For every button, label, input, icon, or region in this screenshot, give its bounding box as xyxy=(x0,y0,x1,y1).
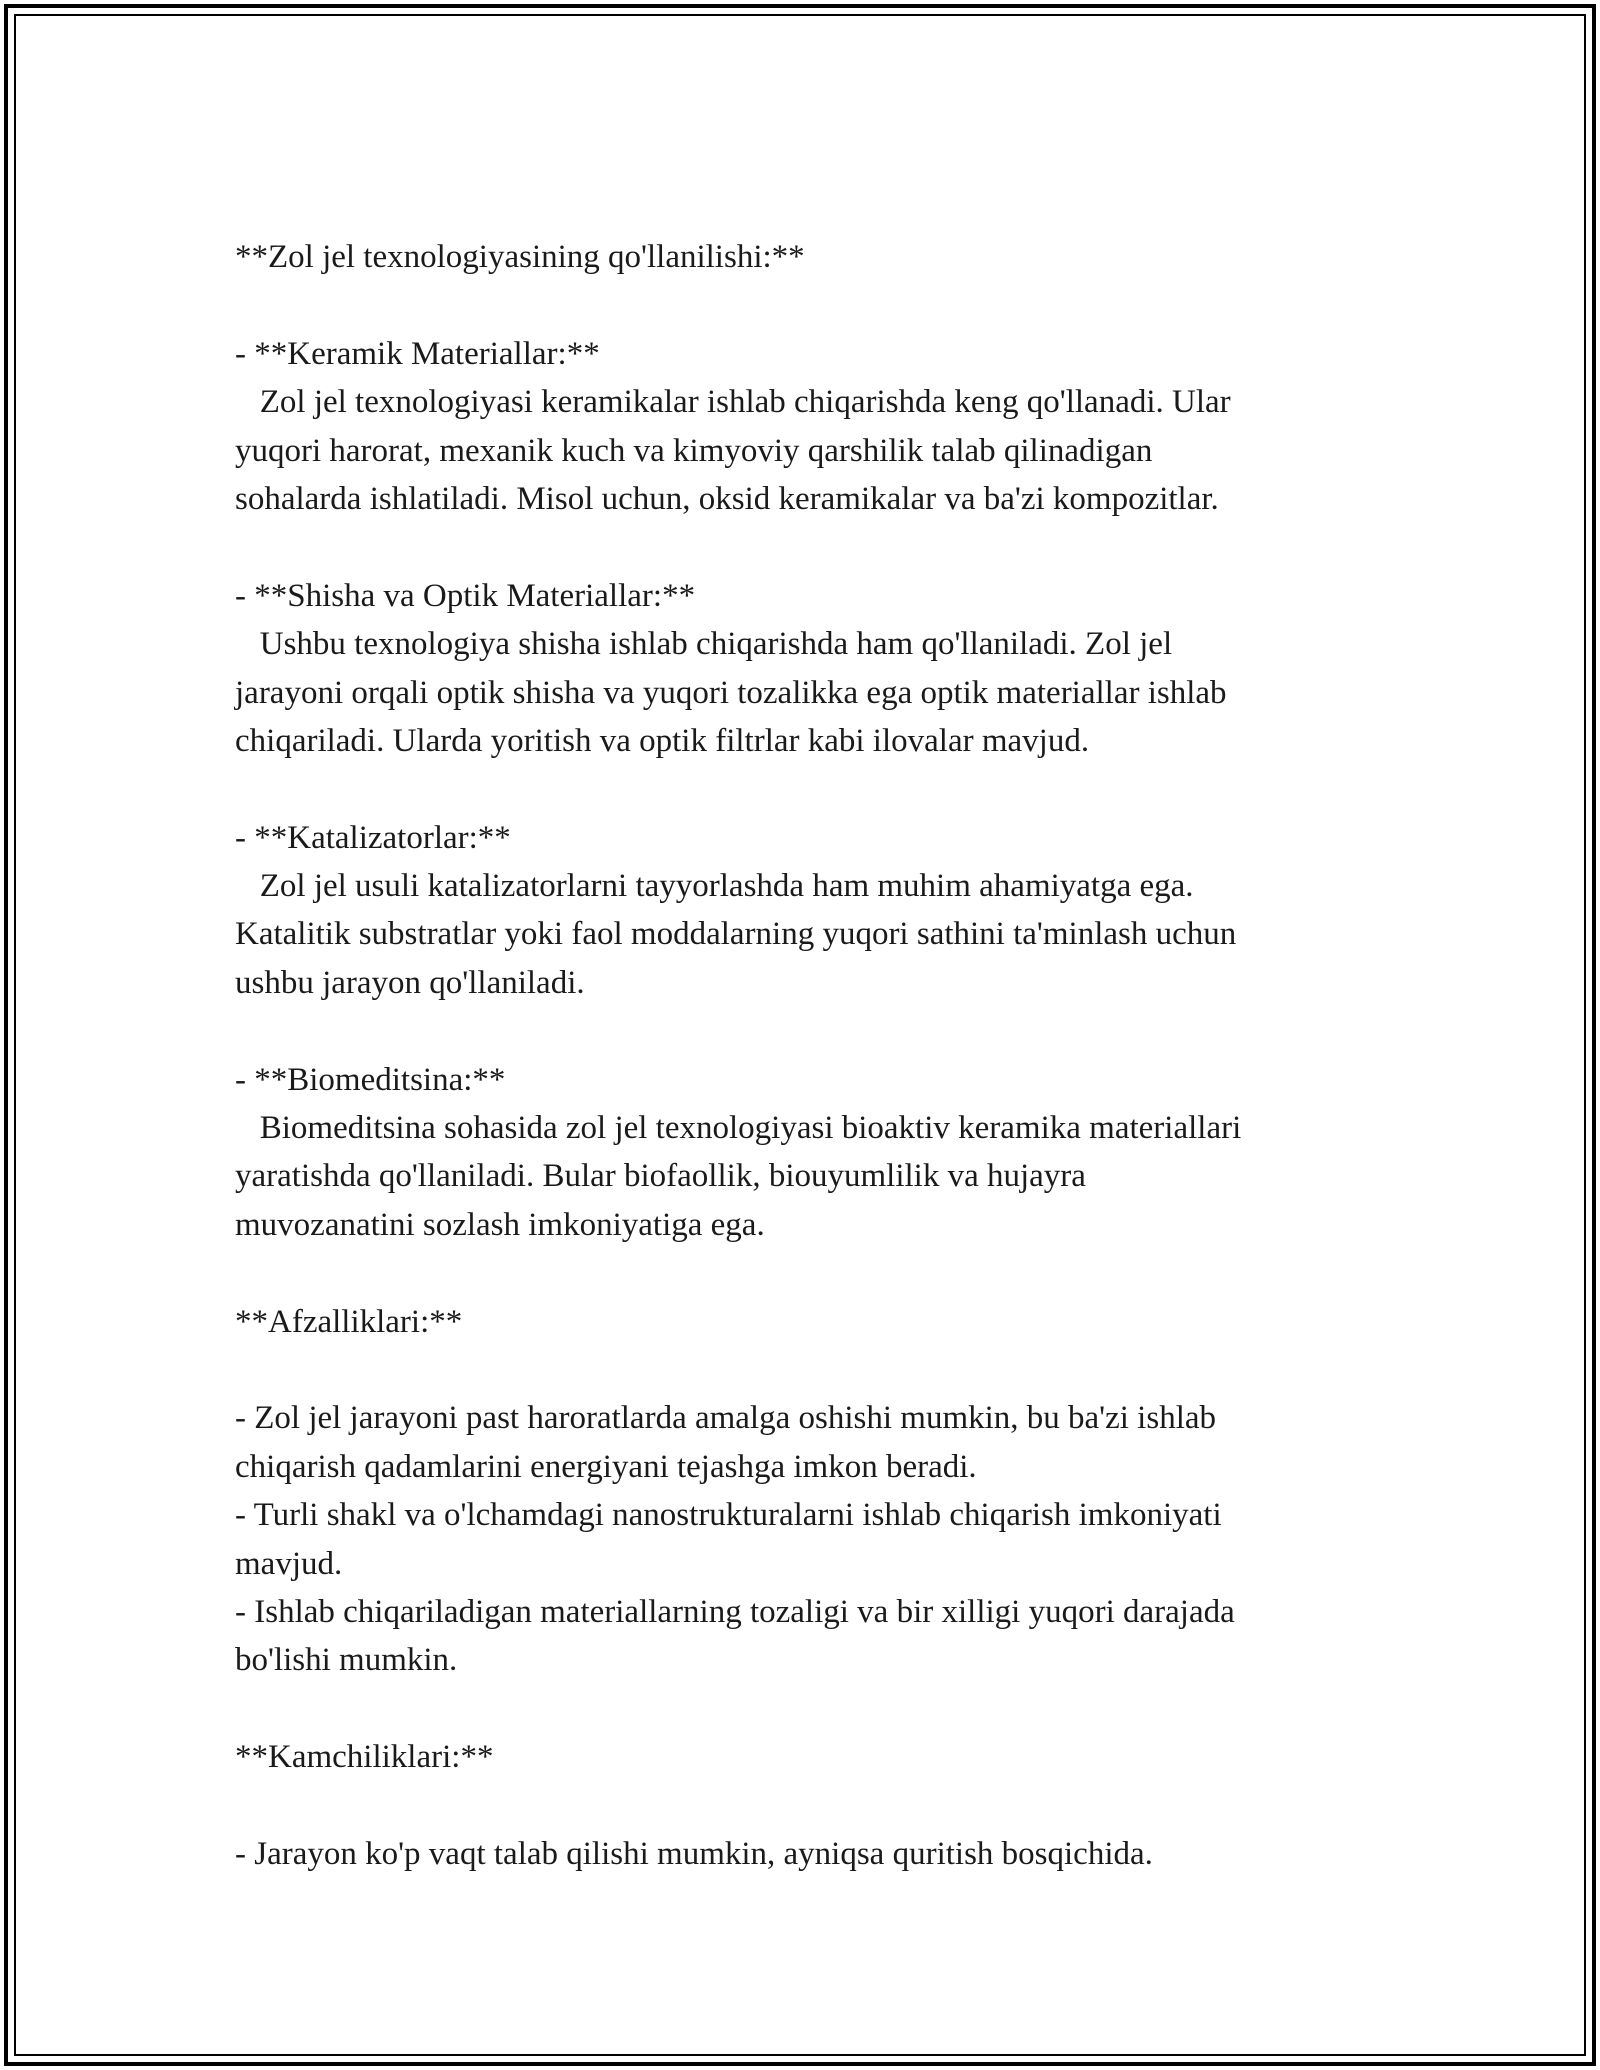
paragraph-line: yaratishda qo'llaniladi. Bular biofaollik, biouyumlilik va hujayra xyxy=(235,1158,1086,1195)
paragraph-line: Zol jel usuli katalizatorlarni tayyorlashda ham muhim ahamiyatga ega. xyxy=(235,868,1194,905)
paragraph-line: Ushbu texnologiya shisha ishlab chiqarishda ham qo'llaniladi. Zol jel xyxy=(235,626,1173,663)
advantages-line: - Zol jel jarayoni past haroratlarda amalga oshishi mumkin, bu ba'zi ishlab xyxy=(235,1400,1217,1437)
disadvantages-line: - Jarayon ko'p vaqt talab qilishi mumkin, ayniqsa quritish bosqichida. xyxy=(235,1835,1153,1872)
paragraph-line: chiqariladi. Ularda yoritish va optik filtrlar kabi ilovalar mavjud. xyxy=(235,722,1090,759)
paragraph-line: jarayoni orqali optik shisha va yuqori tozalikka ega optik materiallar ishlab xyxy=(235,674,1227,711)
section-title-glass-optics: - **Shisha va Optik Materiallar:** xyxy=(235,577,696,614)
advantages-heading: **Afzalliklari:** xyxy=(235,1303,463,1340)
spacer xyxy=(235,1782,1375,1830)
paragraph-line: yuqori harorat, mexanik kuch va kimyoviy qarshilik talab qilinadigan xyxy=(235,432,1153,469)
paragraph-line: muvozanatini sozlash imkoniyatiga ega. xyxy=(235,1206,765,1243)
spacer xyxy=(235,281,1375,329)
advantages-line: bo'lishi mumkin. xyxy=(235,1642,458,1679)
document-body xyxy=(235,233,1375,1878)
advantages-line: chiqarish qadamlarini energiyani tejashga imkon beradi. xyxy=(235,1448,977,1485)
section-title-catalysts: - **Katalizatorlar:** xyxy=(235,819,511,856)
disadvantages-heading: **Kamchiliklari:** xyxy=(235,1739,494,1776)
advantages-line: - Ishlab chiqariladigan materiallarning tozaligi va bir xilligi yuqori darajada xyxy=(235,1593,1235,1630)
spacer xyxy=(235,765,1375,813)
section-title-ceramics: - **Keramik Materiallar:** xyxy=(235,335,600,372)
paragraph-line: Zol jel texnologiyasi keramikalar ishlab chiqarishda keng qo'llanadi. Ular xyxy=(235,384,1231,421)
paragraph-line: Biomeditsina sohasida zol jel texnologiyasi bioaktiv keramika materiallari xyxy=(235,1110,1242,1147)
spacer xyxy=(235,1249,1375,1297)
paragraph-line: Katalitik substratlar yoki faol moddalarning yuqori sathini ta'minlash uchun xyxy=(235,916,1237,953)
advantages-line: - Turli shakl va o'lchamdagi nanostrukturalarni ishlab chiqarish imkoniyati xyxy=(235,1497,1222,1534)
spacer xyxy=(235,523,1375,571)
spacer xyxy=(235,1685,1375,1733)
usage-heading: **Zol jel texnologiyasining qo'llanilishi:** xyxy=(235,239,805,275)
advantages-line: mavjud. xyxy=(235,1545,343,1582)
paragraph-line: sohalarda ishlatiladi. Misol uchun, oksid keramikalar va ba'zi kompozitlar. xyxy=(235,480,1219,517)
section-title-biomedicine: - **Biomeditsina:** xyxy=(235,1061,506,1098)
paragraph-line: ushbu jarayon qo'llaniladi. xyxy=(235,964,585,1001)
spacer xyxy=(235,1007,1375,1055)
spacer xyxy=(235,1346,1375,1394)
